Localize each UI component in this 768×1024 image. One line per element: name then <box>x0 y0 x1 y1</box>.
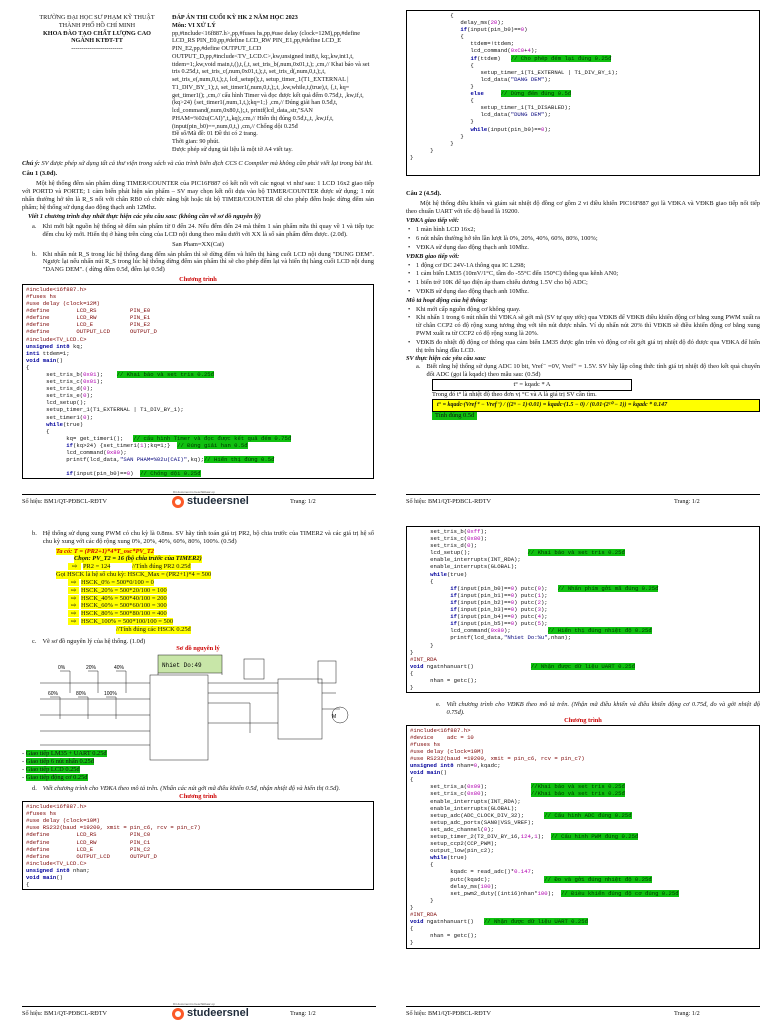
code-line: } <box>410 118 474 126</box>
page-footer: Số hiệu: BM1/QT-PĐBCL-RĐTV Trang: 1/2 <box>406 1006 760 1020</box>
list-item: • 1 cảm biến LM35 (10mV/1°C, tầm đo -55°C đến 150°C) thông qua kênh AN0; <box>416 270 760 278</box>
code-line: kqadc = read_adc()*0.147; <box>410 868 535 876</box>
list-item: • VĐKB đo nhiệt độ động cơ thông qua cảm biến LM35 được gắn trên vỏ động cơ rồi gởi giá trị nhiệt độ đó được qua VĐKA để hiển thị trên hàng đầu LCD. <box>416 339 760 355</box>
list-item: • Khi mới cấp nguồn động cơ không quay. <box>416 306 760 314</box>
score-mark: - Giao tiếp LM35 + UART 0.25đ <box>22 750 107 758</box>
code-line: #fuses hs <box>26 292 57 300</box>
list-item: • 1 biến trở 10K để tạo điện áp tham chiếu dương 1.5V cho bộ ADC; <box>416 279 760 287</box>
item-c: c. Vẽ sơ đồ nguyên lý của hệ thống. (1.0đ) <box>32 637 146 645</box>
code-line: setup_timer_2(T2_DIV_BY_16,124,1); // Cấu hình PWM đúng 0.25đ <box>410 833 639 840</box>
code-line: #define OUTPUT_LCD OUTPUT_D <box>26 328 157 336</box>
code-line: lcd_data("DANG DEM"); <box>410 75 552 83</box>
list-item: • 6 nút nhấn thường hở tên lần lượt là 0%, 20%, 40%, 60%, 80%, 100%; <box>416 235 760 243</box>
code-line: void ngatnhanuart() // Nhận được dữ liệu UART 0.25đ <box>410 918 588 926</box>
score-mark: - Giao tiếp động cơ 0.25đ <box>22 773 88 781</box>
code-block <box>22 801 374 890</box>
lcd-sample: San Pham=XX(Cai) <box>172 240 224 248</box>
code-line: #define LCD_RW PIN_E1 <box>26 314 151 322</box>
code-line: enable_interrupts(GLOBAL); <box>410 563 518 571</box>
code-line: #define LCD_RS PIN_E0 <box>26 307 151 315</box>
code-line: enable_interrupts(INT_RDA); <box>410 797 521 805</box>
code-line: unsigned int8 nhan=0,kqadc; <box>410 762 501 770</box>
code-line: if(input(pin_b1)==0) putc(1); <box>450 591 548 599</box>
code-line: if(input(pin_b0)==0) <box>460 26 528 34</box>
program-title: Chương trình <box>179 793 217 801</box>
code-line: #use RS232(baud =19200, xmit = pin_c6, rcv = pin_c7) <box>410 754 585 762</box>
code-line: } <box>410 153 414 161</box>
code-line: { <box>410 97 474 105</box>
schematic-score-list <box>22 750 374 781</box>
subject-code: pp,#include<16f887.h>,pp,#fuses hs,pp,#use delay (clock=12M),pp,#define LCD_RS PIN_E0,pp,#define LCD_RW PIN_E1,pp,#define LCD_E PIN_E2,pp,#define OUTPUT_LCD OUTPUT_D,pp,#include<TV_LCD.C>,kw,unsigned int8,t, kq;,kw,int1,t, ttdem=1;,kw,void main,t,(),t,{,t, set_tris_b(,num,0x01,t,); ,cm,// Khai báo và set tris 0.25đ,t, set_tris_c(,num,0x01,t,);,t, set_tris_d(,num,0,t,);,t, set_tris_e(,num,0,t,);,t, lcd_setup();,t, setup_timer_1(T1_EXTERNAL | T1_DIV_BY_1);,t, set_timer1(,num,0,t,);,t, ,kw,while,t,(true),t, {,t, kq= get_timer1(); ,cm,// cấu hình Timer và đọc được kết quả đếm 0.75đ,t, ,kw,if,t,(kq>24) {set_timer1(,num,1,t,);kq=1;} ,cm,// Đúng giải han 0.5đ,t, lcd_command(,num,0x80,t,);,t, printf(lcd_data,,str,"SAN PHAM=%02u(CAI)",t,,kq);,cm,// Hiển thị đúng 0.5đ,t,,t, ,kw,if,t,(input(pin_b0)==,num,0,t,) ,cm,// Chống dội 0.25đ <box>172 29 370 130</box>
page-1 <box>0 0 384 512</box>
code-line: #include<16f887.h> <box>410 726 471 734</box>
code-line: set_tris_c(0x80); //Khai báo và set tris 0.25đ <box>410 790 625 798</box>
formula-answer: t° = kqadc·(Vref⁺ − Vref⁻) / ((2ⁿ − 1)·0.01) = kqadc·(1.5 − 0) / (0.01·(2¹⁰ − 1)) = kqadc * 0.147 <box>432 399 760 412</box>
formula-note: Trong đó t° là nhiệt độ theo đơn vị °C và A là giá trị SV cần tìm. <box>432 390 597 398</box>
code-line: ttdem=!ttdem; <box>410 40 515 48</box>
hsck-score: //Tính đúng các HSCK 0.25đ <box>116 625 191 633</box>
code-line: delay_ms(100); <box>410 882 498 890</box>
code-line: if(input(pin_b2)==0) putc(2); <box>450 598 548 606</box>
hsck-row: ⇨ HSCK_40% = 500*40/100 = 200 <box>68 595 374 603</box>
program-title: Chương trình <box>564 716 602 724</box>
code-line: void ngatnhanuart() // Nhận được dữ liệu UART 0.25đ <box>410 662 635 670</box>
code-line: } <box>410 82 474 90</box>
code-line: enable_interrupts(INT_RDA); <box>410 556 521 564</box>
question-1-title: Câu 1 (3.0đ). <box>22 170 58 178</box>
allowed-materials: Được phép sử dụng tài liệu là một tờ A4 viết tay. <box>172 145 293 153</box>
code-line: if(input(pin_b0)==0) // Chống dội 0.25đ <box>66 470 201 478</box>
button-label: 20% <box>86 665 97 672</box>
code-line: #include<TV_LCD.C> <box>26 859 87 867</box>
code-line: set_tris_a(0x09); //Khai báo và set tris 0.25đ <box>410 783 625 791</box>
subject: Môn: VI XỬ LÝ <box>172 21 216 29</box>
list-item: • VĐKA sử dụng dao động thạch anh 10Mhz. <box>416 244 760 252</box>
code-line: set_tris_d(0); <box>410 542 478 550</box>
description-title: Mô tả hoạt động của hệ thống: <box>406 296 488 304</box>
score-mark: - Giao tiếp LCD 0.25đ <box>22 765 80 773</box>
code-line: } <box>410 684 414 692</box>
code-line: if(input(pin_b3)==0) putc(3); <box>450 606 548 614</box>
code-line <box>26 463 370 470</box>
code-line: } <box>410 939 414 947</box>
code-block <box>406 10 760 176</box>
lm35-sensor <box>244 659 264 679</box>
code-line: enable_interrupts(GLOBAL); <box>410 804 518 812</box>
code-line: #define LCD_RW PIN_C1 <box>26 838 151 846</box>
list-item: • Khi nhấn 1 trong 6 nút nhấn thì VĐKA sẽ gởi mã (SV tự quy ước) qua VĐKB để VĐKB điều khiển động cơ bằng xung PWM xuất ra từ chân CCP2 có độ rộng xung tương ứng với tên nút được nhấn. Ví dụ nhấn nút 20% thì VĐKB sẽ điều khiển động cơ bằng xung PWM xuất ra từ CCP2 có độ rộng xung là 20%. <box>416 314 760 337</box>
code-line: #use delay (clock=10M) <box>26 817 100 825</box>
code-line: } <box>410 132 464 140</box>
code-line: { <box>410 577 434 585</box>
school-city: THÀNH PHỐ HỒ CHÍ MINH <box>58 21 136 29</box>
code-line: nhan = getc(); <box>410 676 478 684</box>
code-line: #define LCD_E PIN_E2 <box>26 321 151 329</box>
code-line: #INT_RDA <box>410 655 437 663</box>
vdka-title: VĐKA giao tiếp với: <box>406 217 459 225</box>
code-line: if(input(pin_b4)==0) putc(4); <box>450 613 548 621</box>
code-block <box>406 725 760 949</box>
vdkb-list <box>406 262 760 296</box>
code-line: set_tris_c(0x01); <box>26 378 104 386</box>
code-line: { <box>26 881 30 889</box>
hsck-row: ⇨ HSCK_80% = 500*80/100 = 400 <box>68 610 374 618</box>
code-line: { <box>26 363 30 371</box>
hsck-row: ⇨ HSCK_60% = 500*60/100 = 300 <box>68 602 374 610</box>
code-line: lcd_command(0xC0+4); <box>410 47 538 55</box>
code-line: #include<TV_LCD.C> <box>26 335 87 343</box>
code-line: setup_adc(ADC_CLOCK_DIV_32); // Cấu hình ADC đúng 0.25đ <box>410 811 632 819</box>
code-line: setup_ccp2(CCP_PWM); <box>410 840 498 848</box>
l298-driver <box>318 661 336 683</box>
pr2-value: PR2 = 124 <box>82 563 111 571</box>
code-line: int1 ttdem=1; <box>26 349 70 357</box>
code-line: } <box>410 641 434 649</box>
code-line: set_adc_channel(0); <box>410 825 494 833</box>
code-line: #include<16f887.h> <box>26 285 87 293</box>
item-b: b. Hệ thống sử dụng xung PWM có chu kỳ là 0.8ms. SV hãy tính toán giá trị PR2, bộ chia trước của TIMER2 và các giá trị hệ số chu kỳ xung với các độ rộng xung 0%, 20%, 40%, 60%, 80%, 100%. (0.5đ) <box>32 530 374 545</box>
code-line: setup_adc_ports(SAN0|VSS_VREF); <box>410 818 535 826</box>
button-label: 40% <box>114 665 125 672</box>
studeersnel-logo-icon <box>172 496 184 508</box>
code-line: if(ttdem) // Cho phép đếm lại đúng 0.25đ <box>470 54 612 62</box>
code-line: putc(kqadc); // Đo và gởi đúng nhiệt độ 0.25đ <box>410 875 652 883</box>
code-line: lcd_command(0x80); <box>26 449 127 457</box>
page-2 <box>384 0 768 512</box>
code-line: if(kq>24) {set_timer1(1);kq=1;} // Đúng giải han 0.5đ <box>66 441 248 449</box>
school-name: TRƯỜNG ĐẠI HỌC SƯ PHẠM KỸ THUẬT <box>39 14 155 21</box>
code-line: #define OUTPUT_LCD OUTPUT_D <box>26 852 157 860</box>
code-line: #fuses hs <box>26 810 57 818</box>
code-line: #device adc = 10 <box>410 733 474 741</box>
motor-label: M <box>332 714 337 721</box>
note: Chú ý: SV được phép sử dụng tất cả thư viện trong sách và của trình biên dịch CCS C Compiler mà không cần phải viết lại trong bài thi. <box>22 159 373 167</box>
page-4 <box>384 512 768 1024</box>
code-line: setup_timer_1(T1_DISABLED); <box>410 104 572 112</box>
item-d: d. Viết chương trình cho VĐKA theo mô tả trên. (Nhấn các nút gởi mã điều khiển 0.5đ, nhận nhiệt độ và hiển thị 0.5đ). <box>32 785 341 793</box>
code-line: set_tris_b(0x01); // Khai báo và set tris 0.25đ <box>26 371 215 378</box>
exam-title: ĐÁP ÁN THI CUỐI KỲ HK 2 NĂM HỌC 2023 <box>172 14 298 21</box>
code-line: set_pwm2_duty((int16)nhan*100); // Điều khiển đúng độ cơ đúng 0.25đ <box>410 889 679 897</box>
code-line: output_low(pin_c2); <box>410 847 494 855</box>
button-label: 60% <box>48 691 59 698</box>
period-formula: Ta có: T = (PR2+1)*4*T_osc*PV_T2 <box>56 547 154 555</box>
code-line: lcd_setup(); // Khai báo và set tris 0.25đ <box>410 549 625 557</box>
code-line: } <box>410 896 434 904</box>
header-dashes: ------------------------- <box>71 45 123 52</box>
page-footer: Số hiệu: BM1/QT-PĐBCL-RĐTV Dit document is beschikbaar op studeersnel Trang: 1/2 <box>22 1006 376 1020</box>
code-line: while(input(pin_b0)==0); <box>470 125 552 133</box>
vdka-list <box>406 226 760 251</box>
code-line: set_tris_e(0); <box>26 392 94 400</box>
page-3 <box>0 512 384 1024</box>
button-label: 0% <box>58 665 66 672</box>
list-item: • VĐKB sử dụng dao động thạch anh 10Mhz. <box>416 288 760 296</box>
page-footer: Số hiệu: BM1/QT-PĐBCL-RĐTV Trang: 1/2 <box>406 494 760 508</box>
studeersnel-logo-icon <box>172 1008 184 1020</box>
code-line: while(true) <box>430 854 468 862</box>
question-2-text: Một hệ thống điều khiển và giám sát nhiệt độ đồng cơ gồm 2 vi điều khiển PIC16F887 gọi là VĐKA và VĐKB giao tiếp nối tiếp theo chuẩn UART với tốc độ baud là 19200. <box>406 199 760 215</box>
code-line: kq= get_timer1(); // cấu hình Timer và đọc được kết quả đếm 0.75đ <box>26 434 292 442</box>
code-line: if(input(pin_b5)==0) putc(5); <box>450 620 548 628</box>
code-line: } <box>410 648 414 656</box>
prescaler-choice: Chọn: PV_T2 = 16 (bộ chia trước của TIMER2) <box>74 555 202 563</box>
code-line: { <box>410 12 454 19</box>
question-2-title: Câu 2 (4.5đ). <box>406 190 442 197</box>
code-line: lcd_setup(); <box>26 399 87 407</box>
question-1-requirement: Viết 1 chương trình duy nhất thực hiện các yêu cầu sau: (không cần vẽ sơ đồ nguyên lý) <box>28 213 261 221</box>
major-name: NGÀNH KTĐT-TT <box>71 37 123 45</box>
item-a: a. Biết rằng hệ thống sử dụng ADC 10 bit, Vref⁻ =0V, Vref⁺ = 1.5V. SV hãy lập công thức tính giá trị nhiệt độ theo kết quả chuyển đổi ADC (gọi là kqadc) theo mẫu sau: (0.5đ) <box>416 363 760 379</box>
code-line: set_tris_d(0); <box>26 385 94 393</box>
faculty-name: KHOA ĐÀO TẠO CHẤT LƯỢNG CAO <box>42 29 151 37</box>
code-block <box>406 526 760 693</box>
code-line: #INT_RDA <box>410 911 437 919</box>
hsck-row: ⇨ HSCK_20% = 500*20/100 = 100 <box>68 587 374 595</box>
item-e: e. Viết chương trình cho VĐKB theo mô tả trên. (Nhận mã điều khiển và điều khiển động cơ 0.75đ, đo và gởi nhiệt độ 0.75đ). <box>436 701 760 716</box>
code-line: else // Dừng đếm đúng 0.5đ <box>470 90 572 98</box>
code-line: { <box>410 33 464 41</box>
pic16f887-b-chip <box>278 679 322 739</box>
code-line: unsigned int8 nhan; <box>26 866 90 874</box>
code-line: #include<16f887.h> <box>26 803 87 811</box>
question-1-text: Một hệ thống đếm sản phẩm dùng TIMER/COUNTER của PIC16F887 có kết nối với các ngoại vi như sau: 1 LCD 16x2 giao tiếp với PORTD và PORTE; 1 cảm biến phát hiện sản phẩm – SV may chọn kết nối dựa vào bộ TIMER/COUNTER được sử dụng; 1 nút nhấn thường hở tên là R_S nối với chân RB0 có chức năng bật hoặc tắt bộ TIMER/COUNTER để cho phép đếm hoặc dừng đếm sản phẩm; hệ thống sử dụng dao động thạch anh 12Mhz. <box>22 180 374 211</box>
item-b: b. Khi nhấn nút R_S trong lúc hệ thống đang đếm sản phẩm thì sẽ dừng đếm và hiển thị hàng cuối LCD nội dung "DUNG DEM". Ngược lại nếu nhấn nút R_S trong lúc hệ thống dừng đếm sản phẩm thì sẽ cho phép đếm lại và hiển thị hàng cuối LCD nội dung "DANG DEM". ( dừng đếm 0.5đ, đếm lại 0.5đ) <box>32 250 374 274</box>
code-line: } <box>410 139 454 147</box>
code-line: lcd_command(0x80); // Hiển thị đúng nhiệt độ 0.25đ <box>410 627 652 635</box>
list-item: • 1 động cơ DC 24V-1A thông qua IC L298; <box>416 262 760 270</box>
code-line: #use delay (clock=10M) <box>410 747 484 755</box>
pwm-calculation: Ta có: T = (PR2+1)*4*T_osc*PV_T2 Chọn: PV_T2 = 16 (bộ chia trước của TIMER2) ⇨ PR2 = 124 //Tính đúng PR2 0.25đ Gọi HSCK là hệ số chu kỳ: HSCK_Max = (PR2+1)*4 = 500 ⇨ HSCK_0% = 500*0/100 = 0 ⇨ HSCK_20% = 500*20/100 = 100 ⇨ HSCK_40% = 500*40/100 = 200 ⇨ HSCK_60% = 500*60/100 = 300 ⇨ HSCK_80% = 500*80/100 = 400 ⇨ HSCK_100% = 500*100/100 = 500 //Tính đúng các HSCK 0.25đ <box>22 548 374 634</box>
code-block <box>22 284 374 480</box>
pr2-score: //Tính đúng PR2 0.25đ <box>131 563 191 571</box>
code-line: if(input(pin_b0)==0) putc(0); // Nhấn phím gởi mã đúng 0.25đ <box>450 584 659 592</box>
code-line: while(true) <box>430 570 468 578</box>
button-label: 80% <box>76 691 87 698</box>
code-line: printf(lcd_data,"Nhiet Do:%u",nhan); <box>410 634 572 642</box>
vdkb-title: VĐKB giao tiếp với: <box>406 252 460 260</box>
code-line: nhan = getc(); <box>410 932 478 940</box>
code-line: void main() <box>410 769 447 777</box>
exam-number: Đề số/Mã đề: 01 Đề thi có 2 trang. <box>172 130 258 138</box>
exam-time: Thời gian: 90 phút. <box>172 138 220 145</box>
code-line: { <box>410 669 414 677</box>
code-line: setup_timer_1(T1_EXTERNAL | T1_DIV_BY_1); <box>410 68 619 76</box>
code-line: { <box>410 861 434 869</box>
program-title: Chương trình <box>179 276 217 284</box>
formula-box: t° = kqadc * A <box>432 379 632 391</box>
code-line: { <box>26 427 50 435</box>
code-line: { <box>410 776 414 784</box>
page-footer: Số hiệu: BM1/QT-PĐBCL-RĐTV Dit document is beschikbaar op studeersnel Trang: 1/2 <box>22 494 376 508</box>
list-item: • 1 màn hình LCD 16x2; <box>416 226 760 234</box>
hsck-row: ⇨ HSCK_100% = 500*100/100 = 500 <box>68 618 374 626</box>
code-line: } <box>410 903 414 911</box>
code-line: void main() <box>26 874 63 881</box>
hsck-row: ⇨ HSCK_0% = 500*0/100 = 0 <box>68 579 374 587</box>
exam-header <box>22 14 374 154</box>
score-mark: - Giao tiếp 6 nút nhấn 0.25đ <box>22 758 94 765</box>
requirements-title: SV thực hiện các yêu cầu sau: <box>406 355 487 363</box>
code-line: } <box>410 146 434 154</box>
pic16f887-a-chip <box>150 675 208 760</box>
button-label: 100% <box>104 691 117 698</box>
item-a: a. Khi mới bật nguồn hệ thống sẽ đếm sản phẩm từ 0 đến 24. Nếu đếm đến 24 mà thêm 1 sản phẩm nữa thì quay về 1 và tiếp tục đếm chu kỳ mới. Hiển thị ở hàng trên cùng của LCD nội dung theo mẫu dưới với XX là số sản phẩm đếm được. (2.0đ). <box>32 223 374 238</box>
code-line: void main() <box>26 356 63 364</box>
code-line: #define LCD_E PIN_C2 <box>26 845 151 853</box>
code-line: set_tris_c(0x80); <box>410 535 488 543</box>
code-line: #define LCD_RS PIN_C0 <box>26 831 151 839</box>
code-line: delay_ms(20); <box>410 19 505 27</box>
code-line: #use RS232(baud =19200, xmit = pin_c6, rcv = pin_c7) <box>26 824 201 832</box>
code-line: lcd_data("DUNG DEM"); <box>410 111 552 119</box>
hsck-list <box>68 579 374 626</box>
code-line: unsigned int8 kq; <box>26 342 84 350</box>
schematic-title: Sơ đồ nguyên lý <box>176 645 220 653</box>
code-line: { <box>410 61 474 69</box>
code-line: while(true) <box>46 420 84 428</box>
code-line: #use delay (clock=12M) <box>26 300 100 308</box>
code-line: set_tris_b(0xff); <box>410 528 488 535</box>
code-line: printf(lcd_data,"SAN PHAM=%02u(CAI)",kq);// Hiển thị đúng 0.5đ <box>26 456 275 464</box>
score-note: Tính đúng 0.5đ <box>432 412 477 420</box>
code-line: { <box>410 925 414 933</box>
code-line: set_timer1(0); <box>26 413 94 421</box>
code-line: setup_timer_1(T1_EXTERNAL | T1_DIV_BY_1); <box>26 406 184 414</box>
description-list <box>406 306 760 355</box>
code-line: #fuses hs <box>410 740 441 748</box>
hsck-max: Gọi HSCK là hệ số chu kỳ: HSCK_Max = (PR2+1)*4 = 500 <box>56 571 212 579</box>
lcd-text: Nhiet Do:49 <box>162 662 202 670</box>
